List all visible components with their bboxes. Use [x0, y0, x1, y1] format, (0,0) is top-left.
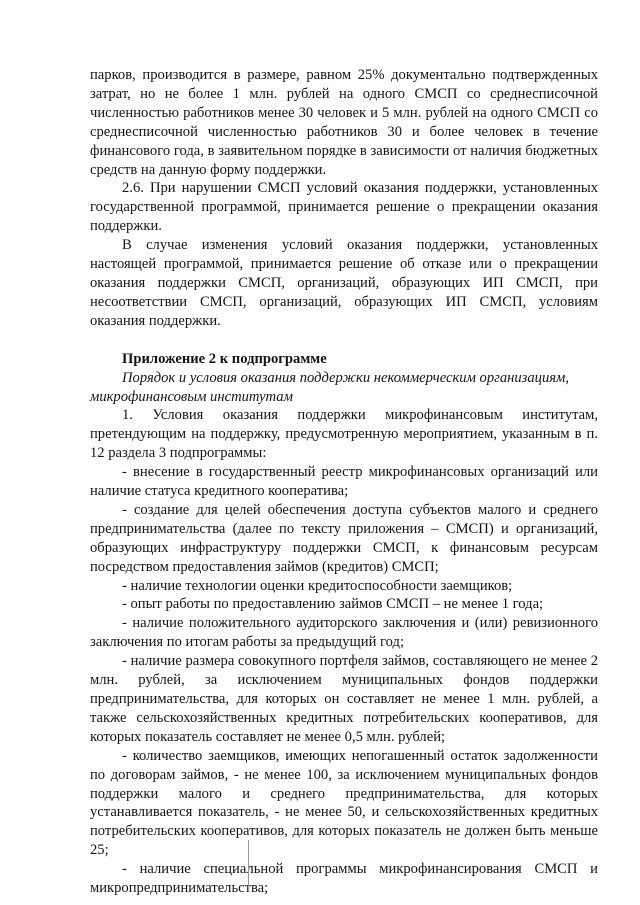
condition-item: - наличие специальной программы микрофинансирования СМСП и микропредпринимательства;: [90, 861, 598, 897]
appendix-subheading: Порядок и условия оказания поддержки некоммерческим организациям, микрофинансовым институтам: [90, 369, 569, 405]
document-body: [90, 66, 598, 898]
condition-item: - количество заемщиков, имеющих непогашенный остаток задолженности по договорам займов, - не менее 100, за исключением муниципальных фондов поддержки малого и среднего предпринимательства, для которых устанавливается показатель, - не менее 50, и сельскохозяйственных кредитных потребительских кооперативов, для которых показатель не должен быть меньше 25;: [90, 747, 598, 859]
condition-item: - наличие положительного аудиторского заключения и (или) ревизионного заключения по итогам работы за предыдущий год;: [90, 615, 598, 651]
condition-intro: 1. Условия оказания поддержки микрофинансовым институтам, претендующим на поддержку, предусмотренную мероприятием, указанным в п. 12 раздела 3 подпрограммы:: [90, 407, 598, 462]
condition-item: - создание для целей обеспечения доступа субъектов малого и среднего предпринимательства (далее по тексту приложения – СМСП) и организаций, образующих инфраструктуру поддержки СМСП, к финансовым ресурсам посредством предоставления займов (кредитов) СМСП;: [90, 501, 598, 575]
margin-mark: [248, 840, 250, 890]
condition-item: - внесение в государственный реестр микрофинансовых организаций или наличие статуса кредитного кооператива;: [90, 464, 598, 500]
paragraph-costs: парков, производится в размере, равном 25% документально подтвержденных затрат, но не более 1 млн. рублей на одного СМСП со среднесписочной численностью работников менее 30 человек и 5 млн. рублей на одного СМСП со среднесписочной численностью работников 30 и более человек в течение финансового года, в заявительном порядке в зависимости от наличия бюджетных средств на данную форму поддержки.: [90, 67, 598, 178]
paragraph-2-6: 2.6. При нарушении СМСП условий оказания поддержки, установленных государственной программой, принимается решение о прекращении оказания поддержки.: [90, 180, 598, 235]
paragraph-conditions-change: В случае изменения условий оказания поддержки, установленных настоящей программой, принимается решение об отказе или о прекращении оказания поддержки СМСП, организаций, образующих ИП СМСП, при несоответствии СМСП, организаций, образующих ИП СМСП, условиям оказания поддержки.: [90, 237, 598, 329]
condition-item: - наличие технологии оценки кредитоспособности заемщиков;: [122, 577, 513, 594]
condition-item: - наличие размера совокупного портфеля займов, составляющего не менее 2 млн. рублей, за исключением муниципальных фондов поддержки предпринимательства, для которых он составляет не менее 1 млн. рублей, а также сельскохозяйственных кредитных потребительских кооперативов, для которых показатель составляет не менее 0,5 млн. рублей;: [90, 653, 598, 745]
appendix-heading: Приложение 2 к подпрограмме: [122, 350, 327, 367]
condition-item: - опыт работы по предоставлению займов СМСП – не менее 1 года;: [122, 596, 544, 613]
